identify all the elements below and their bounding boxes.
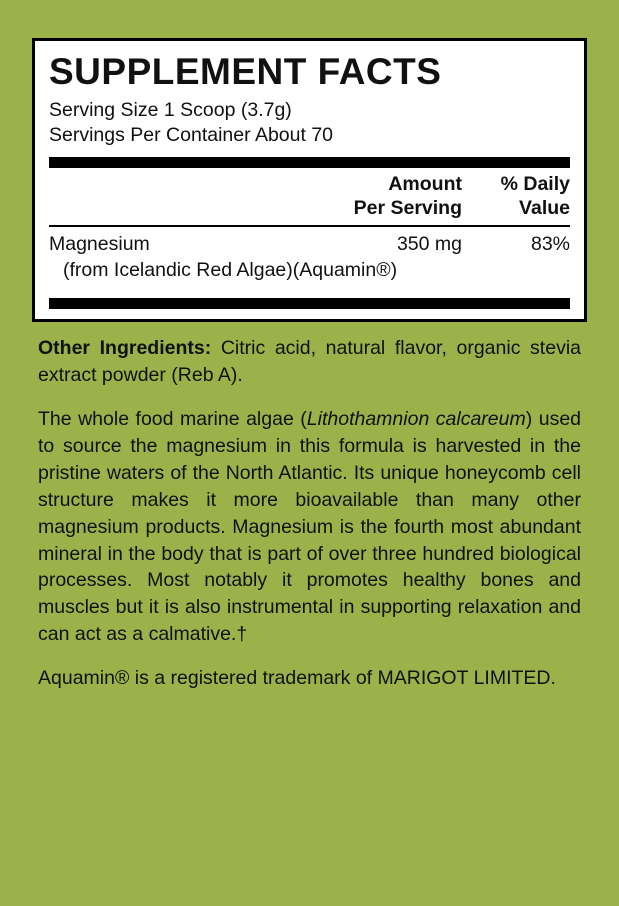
dv-header-line2: Value xyxy=(519,197,570,220)
description-part2: ) used to source the magnesium in this formula is harvested in the pristine waters of the North Atlantic. Its unique honeycomb cell structure makes it more bioavailable than many other magnesium products. Magnesium is the fourth most abundant mineral in the body that is part of over three hundred biological processes. Most notably it promotes healthy bones and muscles but it is also instrumental in supporting relaxation and can act as a calmative.† xyxy=(38,408,582,646)
servings-per-container-line: Servings Per Container About 70 xyxy=(49,123,334,146)
amount-header-line1: Amount xyxy=(388,172,462,195)
description-species-name: Lithothamnion calcareum xyxy=(306,408,526,430)
nutrient-daily-value: 83% xyxy=(530,232,570,255)
other-ingredients-paragraph xyxy=(38,335,581,389)
serving-size-line: Serving Size 1 Scoop (3.7g) xyxy=(49,98,292,121)
trademark-paragraph: Aquamin® is a registered trademark of MARIGOT LIMITED. xyxy=(38,667,556,690)
supplement-facts-panel xyxy=(32,38,587,322)
daily-value-column-header xyxy=(462,172,570,221)
amount-column-header xyxy=(294,172,462,221)
column-headers xyxy=(49,168,570,225)
other-ingredients-label: Other Ingredients: xyxy=(38,337,212,360)
nutrient-name: Magnesium xyxy=(49,232,150,255)
nutrient-source-note: (from Icelandic Red Algae)(Aquamin®) xyxy=(63,258,398,281)
nutrient-amount: 350 mg xyxy=(396,232,462,255)
amount-header-line2: Per Serving xyxy=(353,197,462,220)
table-row xyxy=(49,227,570,257)
header-thick-rule xyxy=(49,157,570,168)
dv-header-line1: % Daily xyxy=(500,172,570,195)
description-part1: The whole food marine algae ( xyxy=(38,408,307,430)
panel-title: SUPPLEMENT FACTS xyxy=(49,51,442,92)
other-ingredients-text: Citric acid, natural flavor, organic stevia extract powder (Reb A). xyxy=(38,337,581,387)
footer-thick-rule xyxy=(49,298,570,309)
label-body-text xyxy=(32,335,587,692)
description-paragraph xyxy=(38,406,581,648)
